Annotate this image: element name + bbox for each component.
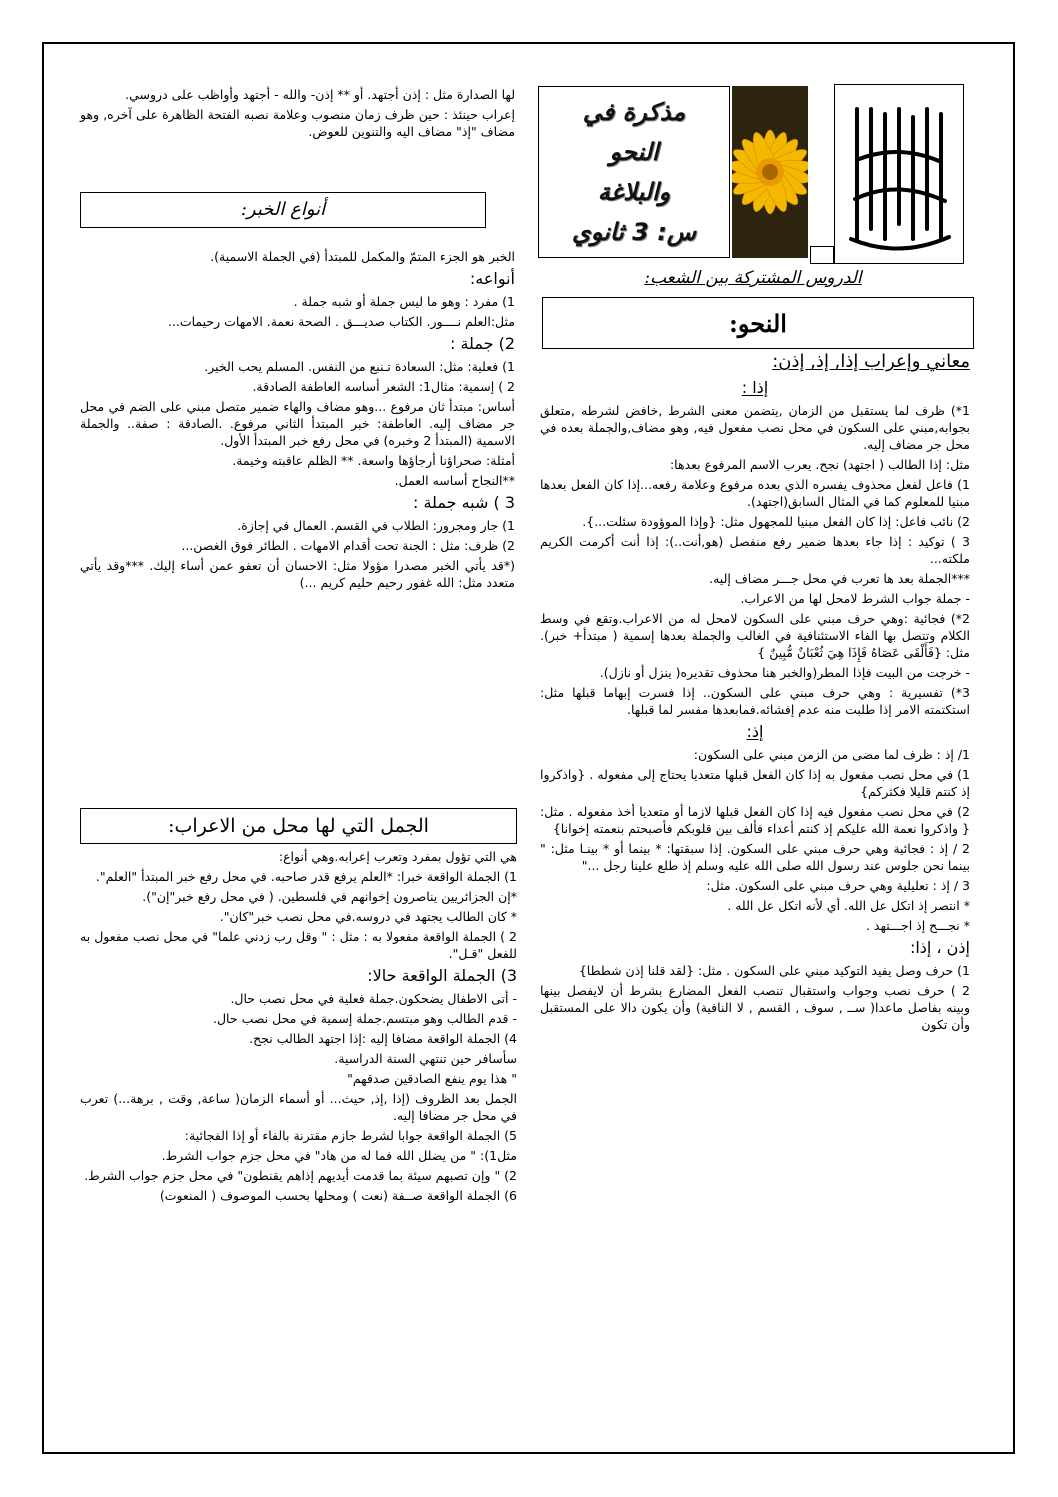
left-column-jumal (80, 848, 517, 1207)
khabar-types-heading: أنواعه: (469, 269, 515, 288)
khabar-filiya: 1) فعلية: مثل: السعادة تـنبع من النفس. المسلم يحب الخير. (204, 359, 515, 374)
jumal-hal-1: - أتى الاطفال يضحكون.جملة فعلية في محل نصب حال. (230, 991, 517, 1006)
jumal-khabar: 1) الجملة الواقعة خبرا: *العلم يرفع قدر صاحبه. في محل رفع خبر المبتدأ "العلم". (95, 869, 517, 884)
jumal-jawab-ex-2: 2) " وإن تصبهم سيئة بما قدمت أيديهم إذاهم يقنطون" في محل جزم جواب الشرط. (84, 1168, 517, 1183)
khabar-note: (*قد يأتي الخبر مصدرا مؤولا مثل: الاحسان أن تعفو عمن أساء إليك. ***وقد يأتي متعدد مثل: الله غفور رحيم حليم كريم ...) (80, 558, 515, 590)
title-box (538, 86, 730, 258)
ithan-heading: إذن ، إذا: (909, 938, 970, 957)
jumal-jawab-shart: 5) الجملة الواقعة جوابا لشرط جازم مقترنة بالفاء أو إذا الفجائية: (184, 1128, 517, 1143)
ithan-continuation: لها الصدارة مثل : إذن أجتهد. أو ** إذن- والله - أجتهد وأواظب على دروسي. (125, 87, 515, 102)
jumal-sifa: 6) الجملة الواقعة صــفة (نعت ) ومحلها بحسب الموصوف ( المنعوت) (159, 1188, 517, 1203)
jumal-mudaf-ex-2: " هذا يوم ينفع الصادقين صدقهم" (347, 1071, 517, 1086)
khabar-ismiya-example-2: **النجاح أساسه العمل. (394, 473, 515, 488)
title-line-1: مذكرة في (582, 98, 686, 126)
itha-case-3: 3 ) توكيد : إذا جاء بعدها ضمير رفع منفصل (هو,أنت..): إذا أنت أكرمت الكريم ملكته... (540, 534, 970, 566)
ith-heading: إذ: (746, 722, 764, 741)
shared-lessons-title: الدروس المشتركة بين الشعب: (644, 268, 862, 288)
itha-case-2: 2) نائب فاعل: إذا كان الفعل مبنيا للمجهول مثل: {وإذا الموؤودة سئلت...}. (582, 514, 970, 529)
nahw-title-box: النحو: (542, 297, 974, 349)
khabar-ismiya-parsing: أساس: مبتدأ ثان مرفوع ...وهو مضاف والهاء ضمير متصل مبني على الضم في محل جر مضاف إليه. العاطفة: خبر المبتدأ الثاني مرفوع. .الصادقة : صفة.. والجملة الاسمية (المبتدأ 2 وخبره) في محل رفع خبر المبتدأ الأول. (80, 399, 515, 448)
title-line-2: النحو (609, 138, 659, 166)
basmala-calligraphy (834, 84, 964, 264)
jumal-mudaf-ex-1: سأسافر حين تنتهي السنة الدراسية. (334, 1051, 517, 1066)
flower-image (732, 86, 808, 258)
itha-example: مثل: إذا الطالب ( اجتهد) نجح. يعرب الاسم المرفوع بعدها: (669, 457, 970, 472)
title-line-3: والبلاغة (597, 178, 671, 206)
itha-heading: إذا : (741, 378, 769, 397)
meanings-heading: معاني وإعراب إذا, إذ, إذن: (772, 351, 970, 372)
khabar-jumla-heading: 2) جملة : (449, 334, 515, 353)
calligraphy-icon (837, 89, 961, 259)
hinaithin-parsing: إعراب حينئذ : حين ظرف زمان منصوب وعلامة نصبه الفتحة الظاهرة على آخره, وهو مضاف "إذ" مضاف اليه والتنوين للعوض. (80, 107, 515, 139)
jumal-zuruf-note: الجمل بعد الظروف (إذا ,إذ, حيث... أو أسماء الزمان( ساعة, وقت , برهة...) تعرب في محل جر مضافا إليه. (80, 1091, 517, 1123)
ith-taliliya: 3 / إذ : تعليلية وهي حرف مبني على السكون. مثل: (706, 878, 970, 893)
jumal-khabar-kana: * كان الطالب يجتهد في دروسه.في محل نصب خبر"كان". (219, 909, 517, 924)
jumal-jawab-ex-1: مثل1): " من يضلل الله فما له من هاد" في محل جزم جواب الشرط. (161, 1148, 517, 1163)
fujaiya-definition: 2*) فجائية :وهي حرف مبني على السكون لامحل له من الاعراب.وتقع في وسط الكلام وتتصل بها الفاء الاستئنافية في الغالب والجملة بعدها إسمية ( مبتدأ+ خبر). مثل: {فَأَلْقَى عَصَاهُ فَإِذَا هِيَ ثُعْبَانٌ مُّبِينٌ } (540, 611, 970, 660)
fujaiya-example: - خرجت من البيت فإذا المطر(والخبر هنا محذوف تقديره( ينزل أو نازل). (599, 665, 970, 680)
itha-case-1: 1) فاعل لفعل محذوف يفسره الذي بعده مرفوع وعلامة رفعه...إذا كان الفعل بعدها مبنيا للمعلوم كما في المثال السابق(اجتهد). (540, 477, 970, 509)
khabar-jar-majrur: 1) جار ومجرور: الطلاب في القسم. العمال في إجازة. (237, 518, 515, 533)
ithan-case-1: 1) حرف وصل يفيد التوكيد مبني على السكون . مثل: {لقد قلنا إذن شططا} (578, 963, 970, 978)
khabar-ismiya: 2 ) إسمية: مثال1: الشعر أساسه العاطفة الصادقة. (252, 379, 515, 394)
ith-fujaiya: 2 / إذ : فجائية وهي حرف مبني على السكون. إذا سبقتها: * بينما أو * بينـا مثل: " بينما نحن جلوس عند رسول الله صلى الله عليه وسلم إذ طلع علينا رجل ..." (540, 841, 970, 873)
jumal-intro: هي التي تؤول بمفرد وتعرب إعرابه.وهي أنواع: (278, 849, 517, 864)
tafsiriya-definition: 3*) تفسيرية : وهي حرف مبني على السكون.. إذا فسرت إبهاما قبلها مثل: استكتمته الامر إذا طلبت منه عدم إفشائه.فمابعدها مفسر لما قبلها. (540, 685, 970, 717)
khabar-zarf: 2) ظرف: مثل : الجنة تحت أقدام الامهات . الطائر فوق الغصن... (181, 538, 515, 553)
itha-note-2: - جملة جواب الشرط لامحل لها من الاعراب. (740, 591, 970, 606)
ith-case-2: 2) في محل نصب مفعول فيه إذا كان الفعل قبلها لازما أو متعديا أخذ مفعوله . مثل:{ واذكروا نعمة الله عليكم إذ كنتم أعداء فألف بين قلوبكم فأصبحتم بنعمته إخوانا} (540, 804, 970, 836)
khabar-shibh-heading: 3 ) شبه جملة : (413, 493, 515, 512)
itha-note-1: ***الجملة بعد ها تعرب في محل جـــر مضاف إليه. (709, 571, 970, 586)
khabar-ismiya-examples: أمثلة: صحراؤنا أرجاؤها واسعة. ** الظلم عاقبته وخيمة. (232, 453, 515, 468)
title-line-4: س: 3 ثانوي (571, 218, 697, 246)
khabar-types-box: أنواع الخبر: (80, 192, 486, 228)
jumal-mafool: 2 ) الجملة الواقعة مفعولا به : مثل : " وقل رب زدني علما" في محل نصب مفعول به للفعل "قـل". (80, 929, 517, 961)
khabar-mufrad: 1) مفرد : وهو ما ليس جملة أو شبه جملة . (293, 294, 515, 309)
ith-example-1: * انتصر إذ اتكل عل الله. أي لأنه اتكل عل الله . (727, 898, 970, 913)
right-column (540, 350, 970, 1036)
khabar-mufrad-examples: مثل:العلم نــــور. الكتاب صديـــق . الصحة نعمة. الامهات رحيمات... (167, 314, 515, 329)
ithan-case-2: 2 ) حرف نصب وجواب واستقبال تنصب الفعل المضارع بشرط أن لايفصل بينها وبينه بفاصل ماعدا( ســ , سوف , القسم , لا النافية) وأن يكون دالا على المستقبل وأن تكون (540, 983, 970, 1032)
left-column-top (80, 86, 515, 143)
jumal-title-box: الجمل التي لها محل من الاعراب: (80, 808, 517, 844)
ith-definition: 1/ إذ : ظرف لما مضى من الزمن مبني على السكون: (693, 747, 970, 762)
jumal-mudaf-ilayh: 4) الجملة الواقعة مضافا إليه :إذا اجتهد الطالب نجح. (249, 1031, 517, 1046)
ith-case-1: 1) في محل نصب مفعول به إذا كان الفعل قبلها متعديا يحتاج إلى مفعوله . {واذكروا إذ كنتم قليلا فكثركم} (540, 767, 970, 799)
jumal-hal-heading: 3) الجملة الواقعة حالا: (367, 966, 517, 985)
jumal-khabar-inna: *إن الجزائريين يناصرون إخوانهم في فلسطين. ( في محل رفع خبر"إن"). (142, 889, 517, 904)
flower-icon (732, 86, 808, 258)
khabar-definition: الخبر هو الجزء المتمّ والمكمل للمبتدأ (في الجملة الاسمية). (210, 249, 515, 264)
itha-definition: 1*) ظرف لما يستقبل من الزمان ,يتضمن معنى الشرط ,خافض لشرطه ,متعلق بجوابه,مبني على السكون في محل نصب مفعول فيه, وهو مضاف,والجملة بعده في محل جر مضاف إليه. (540, 403, 970, 452)
jumal-hal-2: - قدم الطالب وهو مبتسم.جملة إسمية في محل نصب حال. (213, 1011, 517, 1026)
ith-example-2: * نجـــح إذ اجـــتهد . (865, 918, 970, 933)
left-column-khabar (80, 248, 515, 594)
small-square (810, 246, 834, 264)
